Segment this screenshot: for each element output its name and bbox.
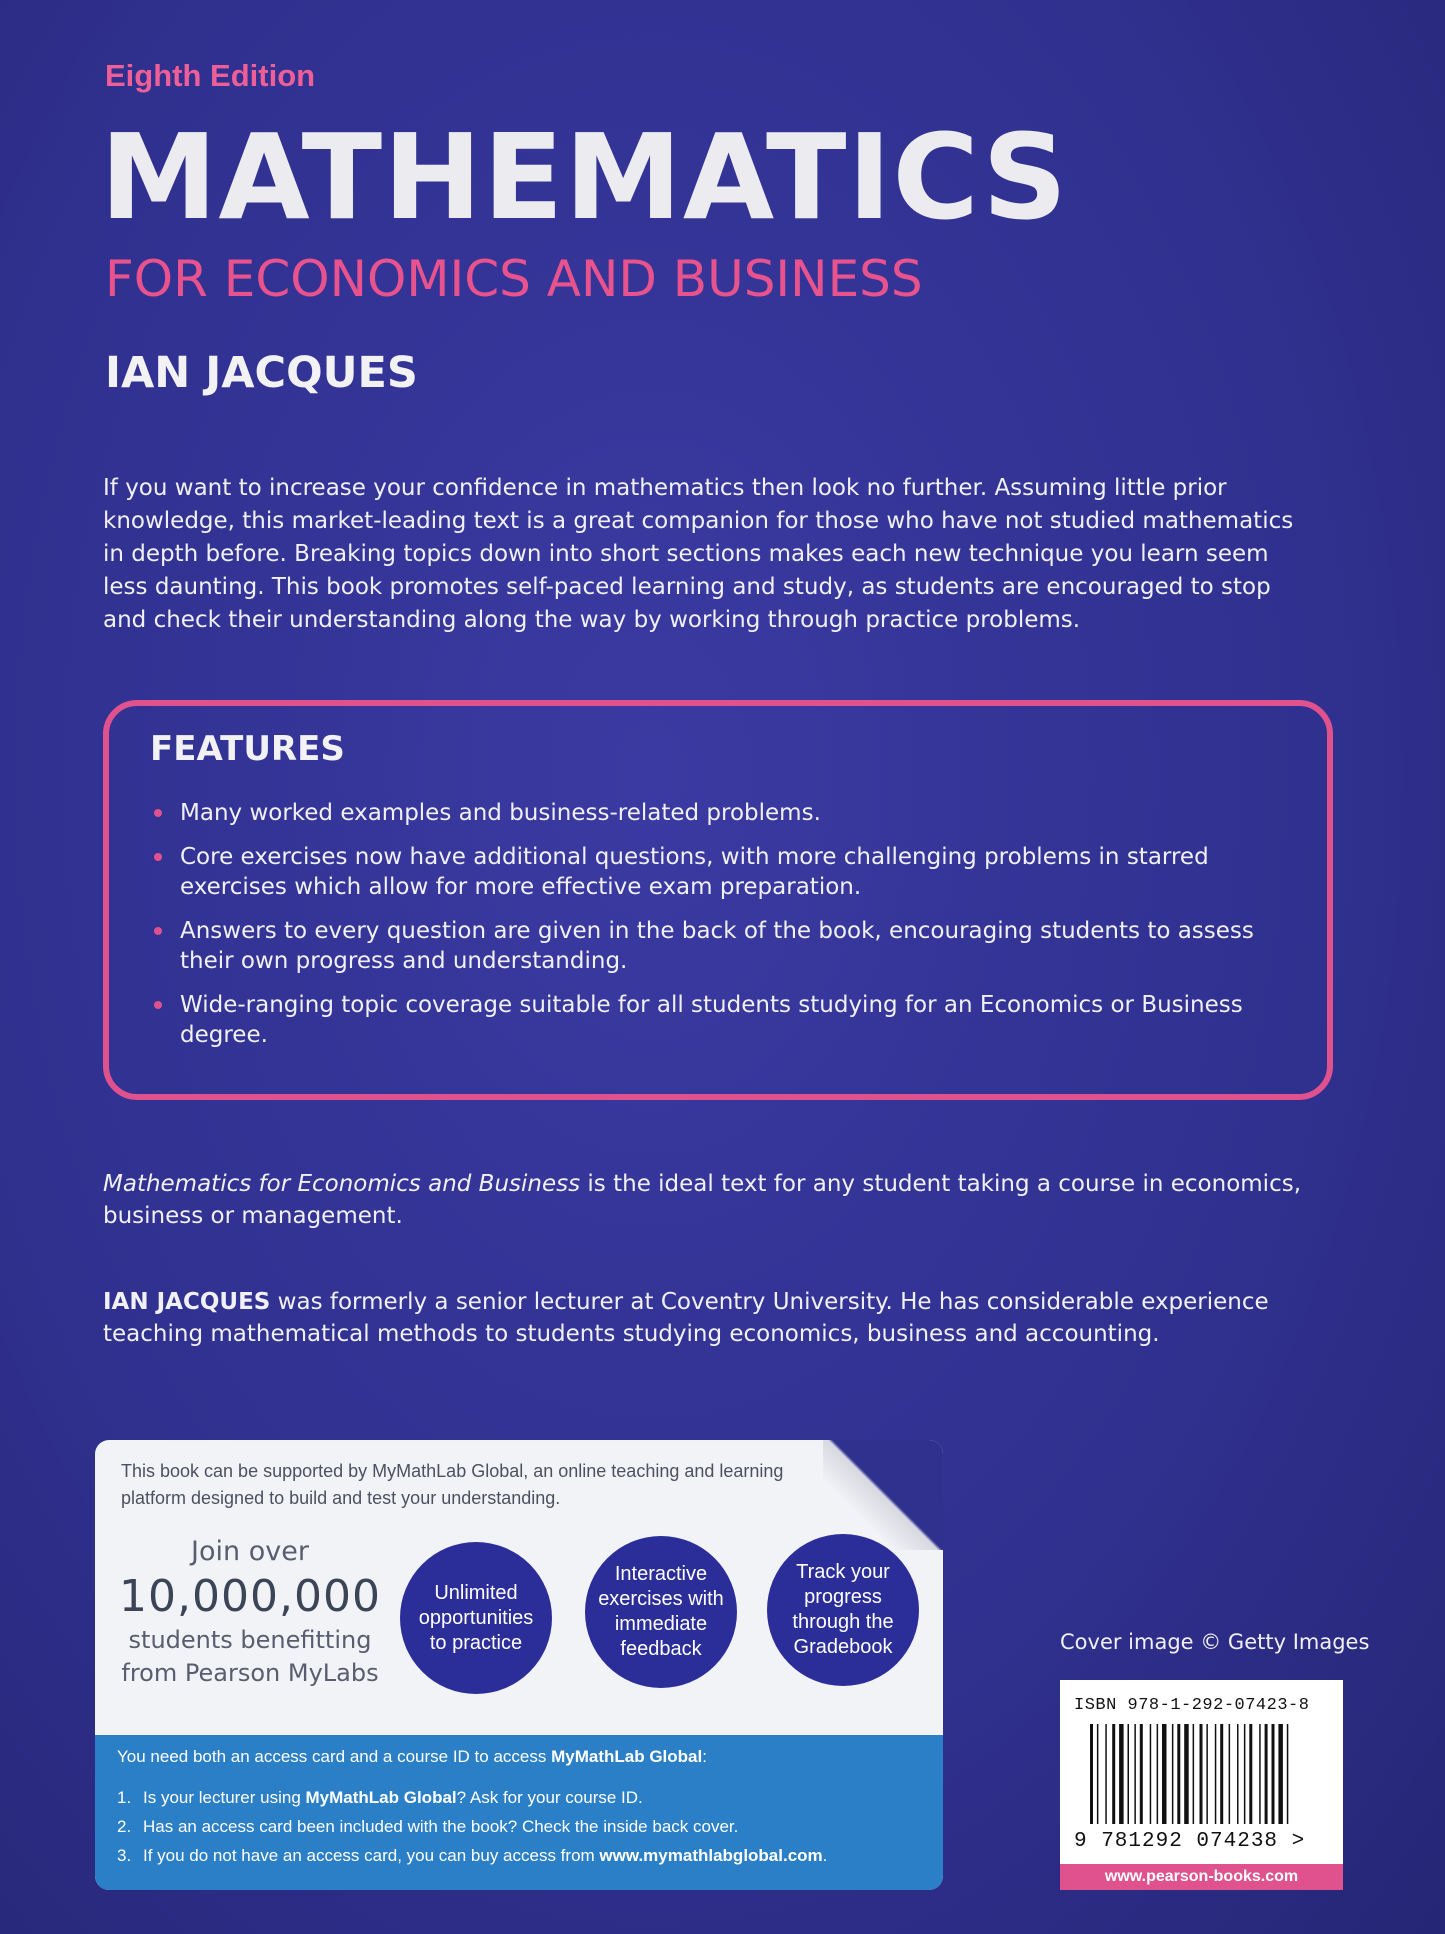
access-lead-bold: MyMathLab Global (551, 1747, 703, 1766)
step-pre: Is your lecturer using (143, 1788, 306, 1807)
mymathlab-intro: This book can be supported by MyMathLab Global, an online teaching and learning platform designed to build and test your understanding. (121, 1461, 784, 1508)
circle-practice (400, 1542, 552, 1694)
circle-progress (767, 1534, 919, 1686)
access-step (117, 1841, 827, 1870)
edition-label: Eighth Edition (105, 58, 316, 93)
step-pre: Has an access card been included with the book? Check the inside back cover. (143, 1817, 739, 1836)
access-lead-text: You need both an access card and a course ID to access (117, 1747, 552, 1766)
isbn-text: ISBN 978-1-292-07423-8 (1074, 1696, 1310, 1715)
access-step (117, 1812, 827, 1841)
book-title: MATHEMATICS (100, 108, 1069, 246)
circle-label: Interactive exercises with immediate feedback (598, 1563, 724, 1660)
ideal-book-title: Mathematics for Economics and Business (103, 1171, 581, 1197)
circle-label: Track your progress through the Gradebook (792, 1561, 894, 1658)
step-bold: www.mymathlabglobal.com (599, 1846, 823, 1865)
mymathlab-panel (95, 1440, 943, 1890)
features-heading: FEATURES (150, 729, 345, 769)
author-name: IAN JACQUES (105, 348, 418, 398)
access-bar (95, 1735, 943, 1890)
blurb-paragraph: If you want to increase your confidence in mathematics then look no further. Assuming little prior knowledge, this market-leading text is a great companion for those who have not studied mathematics in depth before. Breaking topics down into short sections makes each new technique you learn seem less daunting. This book promotes self-paced learning and study, as students are encouraged to stop and check their understanding along the way by working through practice problems. (103, 475, 1294, 633)
step-post: ? Ask for your course ID. (456, 1788, 643, 1807)
join-line2: students benefitting (128, 1626, 372, 1654)
author-bio (103, 1286, 1343, 1350)
pearson-url: www.pearson-books.com (1060, 1864, 1343, 1890)
step-bold: MyMathLab Global (305, 1788, 457, 1807)
join-number: 10,000,000 (119, 1571, 381, 1622)
book-subtitle: FOR ECONOMICS AND BUSINESS (105, 250, 923, 308)
ideal-text (103, 1168, 1343, 1232)
barcode-digits: 9 781292 074238 > (1074, 1830, 1306, 1853)
access-lead-end: : (702, 1747, 707, 1766)
cover-credit: Cover image © Getty Images (1060, 1630, 1370, 1654)
access-step (117, 1783, 827, 1812)
circle-label: Unlimited opportunities to practice (418, 1581, 534, 1654)
join-line1: Join over (191, 1536, 309, 1567)
feature-item: Answers to every question are given in the back of the book, encouraging students to assess their own progress and understanding. (150, 916, 1280, 976)
step-post: . (822, 1846, 828, 1865)
ideal-body: is the ideal text for any student taking a course in economics, business or management. (103, 1171, 1302, 1229)
barcode-icon (1090, 1724, 1320, 1824)
step-number: 1. (117, 1788, 132, 1807)
access-lead (117, 1747, 707, 1767)
isbn-barcode-box (1060, 1680, 1343, 1890)
feature-item: Many worked examples and business-related problems. (150, 798, 1280, 828)
step-pre: If you do not have an access card, you can buy access from (143, 1846, 600, 1865)
circle-exercises (585, 1536, 737, 1688)
join-block (105, 1534, 395, 1690)
bio-name: IAN JACQUES (103, 1289, 271, 1315)
feature-item: Core exercises now have additional questions, with more challenging problems in starred exercises which allow for more effective exam preparation. (150, 842, 1280, 902)
bio-body: was formerly a senior lecturer at Coventry University. He has considerable experience teaching mathematical methods to students studying economics, business and accounting. (103, 1289, 1269, 1347)
step-number: 2. (117, 1817, 132, 1836)
access-steps (117, 1783, 827, 1870)
features-list (150, 798, 1280, 1064)
feature-item: Wide-ranging topic coverage suitable for all students studying for an Economics or Business degree. (150, 990, 1280, 1050)
step-number: 3. (117, 1846, 132, 1865)
join-line3: from Pearson MyLabs (121, 1659, 379, 1687)
